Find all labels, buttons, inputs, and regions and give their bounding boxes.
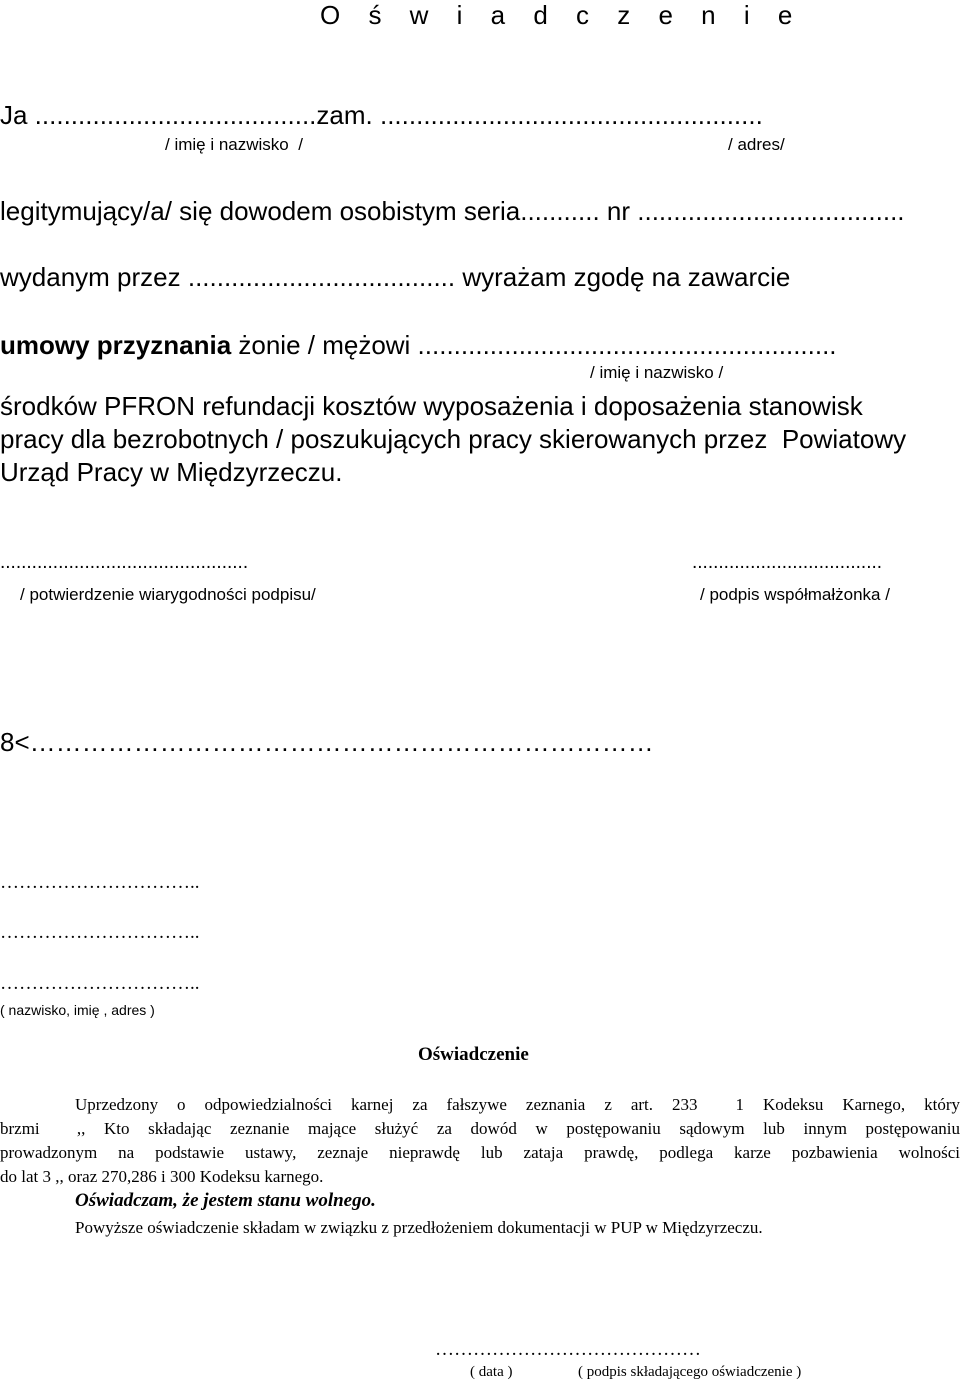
spouse-line-rest: żonie / mężowi .......................................................... (231, 330, 837, 360)
document-title: O ś w i a d c z e n i e (320, 0, 803, 30)
verification-signature-caption: / potwierdzenie wiarygodności podpisu/ (20, 585, 316, 604)
statement-line-5: Powyższe oświadczenie składam w związku z przedłożeniem dokumentacji w PUP w Międzyrzeczu. (75, 1218, 763, 1237)
name-caption: / imię i nazwisko / (165, 135, 303, 154)
paragraph-line-3: Urząd Pracy w Międzyrzeczu. (0, 457, 343, 487)
statement-line-1: Uprzedzony o odpowiedzialności karnej za fałszywe zeznania z art. 233 1 Kodeksu Karnego, który (75, 1095, 960, 1114)
statement-emphasis: Oświadczam, że jestem stanu wolnego. (75, 1190, 376, 1211)
paragraph-line-1: środków PFRON refundacji kosztów wyposażenia i doposażenia stanowisk (0, 391, 863, 421)
statement-line-4: do lat 3 ,, oraz 270,286 i 300 Kodeksu karnego. (0, 1167, 324, 1186)
name-address-line: Ja .......................................zam. ..................................................... (0, 100, 763, 130)
statement-line-2: brzmi ,, Kto składając zeznanie mające służyć za dowód w postępowaniu sądowym lub innym postępowaniu (0, 1119, 960, 1138)
address-caption: ( nazwisko, imię , adres ) (0, 1002, 155, 1018)
spouse-line (0, 330, 837, 361)
address-dots-3: ………………………….. (0, 973, 200, 994)
paragraph-line-2: pracy dla bezrobotnych / poszukujących pracy skierowanych przez Powiatowy (0, 424, 907, 454)
statement-heading: Oświadczenie (418, 1044, 529, 1065)
issued-by-line: wydanym przez ..................................... wyrażam zgodę na zawarcie (0, 262, 791, 292)
address-caption: / adres/ (728, 135, 785, 154)
spouse-name-caption: / imię i nazwisko / (590, 363, 724, 382)
spouse-signature-dots: .................................... (692, 552, 883, 573)
spouse-signature-caption: / podpis współmałżonka / (700, 585, 890, 604)
statement-line-3: prowadzonym na podstawie ustawy, zeznaje nieprawdę lub zataja prawdę, podlega karze pozbawienia wolności (0, 1143, 960, 1162)
address-dots-2: ………………………….. (0, 922, 200, 943)
address-dots-1: ………………………….. (0, 872, 200, 893)
spouse-line-bold: umowy przyznania (0, 330, 232, 360)
signature-caption: ( podpis składającego oświadczenie ) (578, 1364, 802, 1380)
footer-signature-dots: …………………………………… (435, 1339, 701, 1360)
verification-signature-dots: ............................................... (0, 552, 249, 573)
date-caption: ( data ) (470, 1364, 513, 1380)
id-document-line: legitymujący/a/ się dowodem osobistym seria........... nr ..................................... (0, 196, 905, 226)
scissors-cut-line: 8<……………………………………………………………… (0, 727, 654, 757)
